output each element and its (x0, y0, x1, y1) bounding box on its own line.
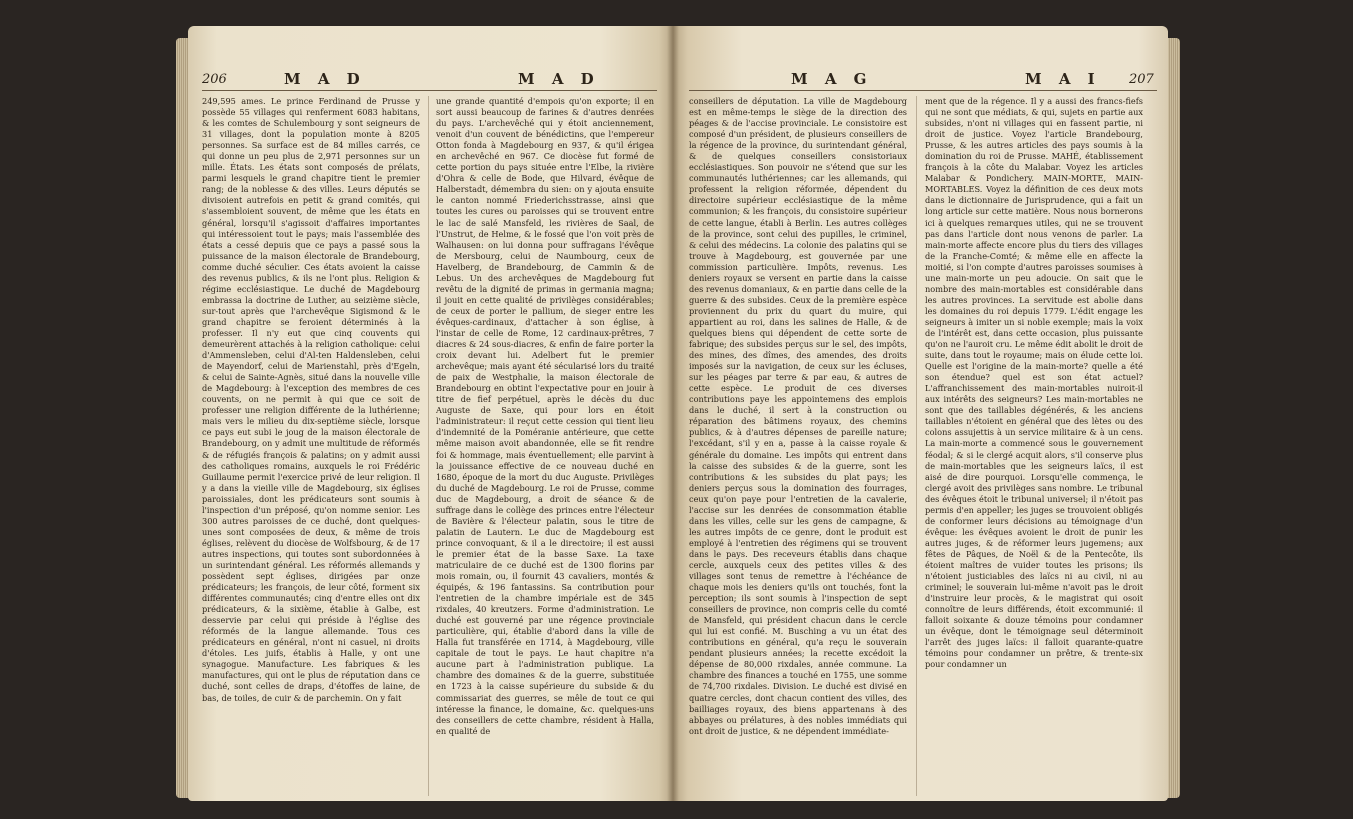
open-book (170, 18, 1185, 808)
page-number-right: 207 (1129, 72, 1154, 87)
left-page-column-2: une grande quantité d'empois qu'on exporte; il en sort aussi beaucoup de farines & d'autres denrées du pays. L'archevêché qui y étoit anciennement, venoit d'un couvent de bénédictins, que l'empereur Otton fonda à Magdebourg en 937, & qu'il érigea en archevêché en 967. Ce diocèse fut formé de cette portion du pays située entre l'Elbe, la rivière d'Ohra & celle de Bode, que Hilvard, évêque de Halberstadt, démembra du sien: on y ajouta ensuite le canton nommé Friederichsstrasse, ainsi que toutes les cures ou paroisses qui se trouvent entre le lac de salé Mansfeld, les rivières de Saal, de l'Unstrut, de Helme, & le fossé que l'on voit près de Walhausen: on lui donna pour suffragans l'évêque de Mersbourg, celui de Naumbourg, ceux de Havelberg, de Brandebourg, de Cammin & de Lebus. Un des archevêques de Magdebourg fut revêtu de la dignité de primas in germania magna; il jouit en cette qualité de privilèges considérables; de ceux de porter le pallium, de sieger entre les évêques-cardinaux, d'attacher à son église, à l'instar de celle de Rome, 12 cardinaux-prêtres, 7 diacres & 24 sous-diacres, & enfin de faire porter la croix devant lui. Adelbert fut le premier archevêque; mais ayant été sécularisé lors du traité de paix de Westphalie, la maison électorale de Brandebourg en obtint l'expectative pour en jouir à titre de fief perpétuel, après le décès du duc Auguste de Saxe, qui pour lors en étoit l'administrateur: il reçut cette cession qui tient lieu d'indemnité de la Poméranie antérieure, que cette même maison avoit abandonnée, elle se fit rendre foi & hommage, mais éventuellement; elle parvint à la jouissance effective de ce nouveau duché en 1680, époque de la mort du duc Auguste. Privilèges du duché de Magdebourg. Le roi de Prusse, comme duc de Magdebourg, a droit de séance & de suffrage dans le collège des princes entre l'électeur de Bavière & l'électeur palatin, sous le titre de palatin de Lautern. Le duc de Magdebourg est prince convoquant, & il a le directoire; il est aussi le premier état de la basse Saxe. La taxe matriculaire de ce duché est de 1300 florins par mois romain, ou, il fournit 43 cavaliers, montés & équipés, & 196 fantassins. Sa contribution pour l'entretien de la chambre impériale est de 345 rixdales, 40 kreutzers. Forme d'administration. Le duché est gouverné par une régence provinciale particulière, qui, établie d'abord dans la ville de Halla fut transférée en 1714, à Magdebourg, ville capitale de tout le pays. Le haut chapitre n'a aucune part à l'administration publique. La chambre des domaines & de la guerre, substituée en 1723 à la caisse supérieure du subside & du commissariat des guerres, se mêle de tout ce qui intéresse la finance, le domaine, &c. quelques-uns des conseillers de cette chambre, résident à Halla, en qualité de (436, 96, 654, 736)
running-head-left-1: M A D (284, 70, 366, 88)
right-page (673, 26, 1168, 801)
right-page-column-2: ment que de la régence. Il y a aussi des francs-fiefs qui ne sont que médiats, & qui, sujets en partie aux subsides, n'ont ni villages qui en fassent partie, ni droit de justice. Voyez l'article Brandebourg, Prusse, & les autres articles des pays soumis à la domination du roi de Prusse. MAHÉ, établissement françois à la côte du Malabar. Voyez les articles Malabar & Pondichery. MAIN-MORTE, MAIN-MORTABLES. Voyez la définition de ces deux mots dans le dictionnaire de Jurisprudence, qui a fait un long article sur cette matière. Nous nous bornerons ici à quelques remarques utiles, qui ne se trouvent pas dans l'article dont nous venons de parler. La main-morte affecte encore plus du tiers des villages de la Franche-Comté; & même elle en affecte la moitié, si l'on compte d'autres paroisses soumises à une main-morte un peu adoucie. On sait que le nombre des main-mortables est considérable dans les autres provinces. La servitude est abolie dans les domaines du roi depuis 1779. L'édit engage les seigneurs à imiter un si noble exemple; mais la voix de l'intérêt est, dans cette occasion, plus puissante qu'on ne l'auroit cru. Le même édit abolit le droit de suite, dans tout le royaume; mais on élude cette loi. Quelle est l'origine de la main-morte? quelle a été son étendue? quel est son état actuel? L'affranchissement des main-mortables nuiroit-il aux intérêts des seigneurs? Les main-mortables ne sont que des taillables dégénérés, & les anciens taillables n'étoient en général que des lètes ou des colons assujettis à un service militaire & à un cens. La main-morte a commencé sous le gouvernement féodal; & si le clergé acquit alors, s'il conserve plus de main-mortables que les seigneurs laïcs, il est aisé de dire pourquoi. Lorsqu'elle commença, le clergé avoit des privilèges sans nombre. Le tribunal des évêques étoit le tribunal universel; il n'étoit pas permis d'en appeller; les juges se trouvoient obligés de conformer leurs décisions au témoignage d'un évêque: les évêques avoient le droit de punir les autres juges, & de réformer leurs jugemens; aux fêtes de Pâques, de Noël & de la Pentecôte, ils étoient maîtres de vuider toutes les prisons; ils n'étoient justiciables des laïcs ni au civil, ni au criminel; le souverain lui-même n'avoit pas le droit d'instruire leur procès, & le magistrat qui osoit connoître de leurs différends, étoit excommunié: il falloit soixante & douze témoins pour condamner un évêque, dont le témoignage seul déterminoit l'arrêt des juges laïcs: il falloit quarante-quatre témoins pour condamner un prêtre, & trente-six pour condamner un (925, 96, 1143, 670)
right-page-column-1: conseillers de députation. La ville de Magdebourg est en même-temps le siège de la direction des péages & de l'accise provinciale. Le consistoire est composé d'un président, de plusieurs conseillers de la régence de la province, du surintendant général, & de quelques conseillers consistoriaux ecclésiastiques. Son pouvoir ne s'étend que sur les communautés luthériennes; car les allemands, qui professent la religion réformée, dépendent du directoire supérieur ecclésiastique de la même communion; & les françois, du consistoire supérieur de cette langue, établi à Berlin. Les autres collèges de la province, sont celui des pupilles, le criminel, & celui des médecins. La colonie des palatins qui se trouve à Magdebourg, est gouvernée par une commission particulière. Impôts, revenus. Les deniers royaux se versent en partie dans la caisse des revenus domaniaux, & en partie dans celle de la guerre & des subsides. Ceux de la première espèce proviennent du prix du quart du muire, qui appartient au roi, dans les salines de Halle, & de quelques biens qui dépendent de cette sorte de fabrique; des subsides perçus sur le sel, des impôts, des mines, des dîmes, des amendes, des droits imposés sur la navigation, de ceux sur les écluses, sur les péages par terre & par eau, & autres de cette espèce. Le produit de ces diverses contributions paye les appointemens des emplois dans le duché, il sert à la construction ou réparation des bâtimens royaux, des chemins publics, & à d'autres dépenses de pareille nature; l'excédant, s'il y en a, passe à la caisse royale & générale du domaine. Les impôts qui entrent dans la caisse des subsides & de la guerre, sont les contributions & les subsides du plat pays; les deniers perçus sous la domination des fourrages, ceux qu'on paye pour l'entretien de la cavalerie, l'accise sur les denrées de consommation établie dans les villes, celle sur les gens de campagne, & les autres impôts de ce genre, dont le produit est employé à l'entretien des régimens qui se trouvent dans le pays. Des receveurs établis dans chaque cercle, auxquels ceux des petites villes & des villages sont tenus de remettre à l'échéance de chaque mois les deniers qu'ils ont touchés, font la perception; ils sont soumis à l'inspection de sept conseillers de province, non compris celle du comté de Mansfeld, qui président chacun dans le cercle qui lui est confié. M. Busching a vu un état des contributions en général, qu'a reçu le souverain pendant plusieurs années; la recette excédoit la dépense de 80,000 rixdales, année commune. La chambre des finances a touché en 1755, une somme de 74,700 rixdales. Division. Le duché est divisé en quatre cercles, dont chacun contient des villes, des bailliages royaux, des biens appartenans à des abbayes ou prélatures, à des nobles immédiats qui ont droit de justice, & ne dépendent immédiate- (689, 96, 907, 736)
header-rule-left (202, 90, 657, 91)
running-head-right-1: M A G (791, 70, 873, 88)
page-number-left: 206 (202, 72, 227, 87)
running-head-left-2: M A D (518, 70, 600, 88)
left-page-column-1: 249,595 ames. Le prince Ferdinand de Prusse y possède 55 villages qui renferment 6083 habitans, & les comtes de Schulembourg y sont seigneurs de 31 villages, dont la population monte à 8205 personnes. Sa surface est de 84 milles carrés, ce qui donne un peu plus de 2,971 personnes sur un mille. États. Les états sont composés de prélats, parmi lesquels le grand chapitre tient le premier rang; de la noblesse & des villes. Leurs députés se divisoient autrefois en petit & grand comités, qui s'assembloient souvent, de même que les états en général, lorsqu'il s'agissoit d'affaires importantes qui intéressoient tout le pays; mais l'assemblée des états a cessé depuis que ce pays a passé sous la puissance de la maison électorale de Brandebourg, comme duché séculier. Ces états avoient la caisse des revenus publics, & ils ne l'ont plus. Religion & régime ecclésiastique. Le duché de Magdebourg embrassa la doctrine de Luther, au seizième siècle, sur-tout après que l'archevêque Sigismond & le grand chapitre se feroient déterminés à la professer. Il n'y eut que cinq couvents qui demeurèrent attachés à la religion catholique: celui d'Ammensleben, celui d'Al-ten Haldensleben, celui de Mayendorf, celui de Marienstahl, près d'Egeln, & celui de Sainte-Agnès, situé dans la nouvelle ville de Magdebourg: à l'exception des membres de ces couvents, on ne permit à qui que ce soit de professer une religion différente de la luthérienne; mais vers le milieu du dix-septième siècle, lorsque ce pays eut subi le joug de la maison électorale de Brandebourg, on y admit une multitude de réformés & de réfugiés françois & palatins; on y admit aussi des catholiques romains, auxquels le roi Frédéric Guillaume permit l'exercice privé de leur religion. Il y a dans la vieille ville de Magdebourg, six églises paroissiales, dont les prédicateurs sont soumis à l'inspection d'un préposé, qu'on nomme senior. Les 300 autres paroisses de ce duché, dont quelques-unes sont composées de deux, & même de trois églises, relèvent du diocèse de Wolfsbourg, & de 17 autres inspections, qui toutes sont subordonnées à un surintendant général. Les réformés allemands y possèdent sept églises, dirigées par onze prédicateurs; les françois, de leur côté, forment six différentes communautés; cinq d'entre elles ont dix prédicateurs, & la sixième, établie à Galbe, est desservie par celui qui préside à l'église des réformés de la langue allemande. Tous ces prédicateurs en général, n'ont ni casuel, ni droits d'étoles. Les juifs, établis à Halle, y ont une synagogue. Manufacture. Les fabriques & les manufactures, qui ont le plus de réputation dans ce duché, sont celles de draps, d'étoffes de laine, de bas, de toiles, de cuir & de parchemin. On y fait (202, 96, 420, 703)
book-gutter (667, 26, 679, 801)
column-separator-left (428, 96, 429, 796)
left-page (188, 26, 673, 801)
right-page-edges (1166, 38, 1180, 798)
column-separator-right (916, 96, 917, 796)
header-rule-right (689, 90, 1157, 91)
running-head-right-2: M A I (1025, 70, 1101, 88)
